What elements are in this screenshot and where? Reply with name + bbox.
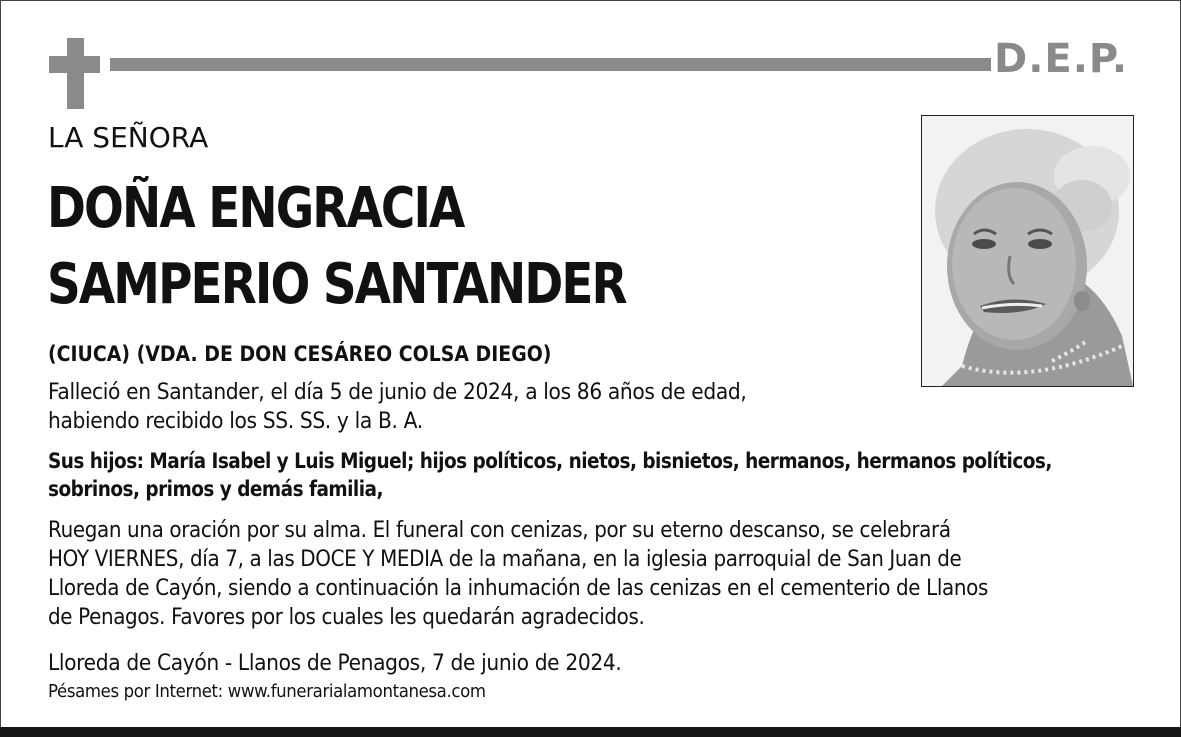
cross-icon-bar	[49, 56, 100, 73]
name-line-2: SAMPERIO SANTANDER	[47, 252, 626, 317]
service-details	[48, 516, 1116, 632]
service-line-4: de Penagos. Favores por los cuales les quedarán agradecidos.	[48, 605, 645, 630]
name-line-1: DOÑA ENGRACIA	[47, 176, 464, 241]
death-notice	[48, 378, 876, 436]
deceased-name	[47, 171, 626, 323]
place-date: Lloreda de Cayón - Llanos de Penagos, 7 de junio de 2024.	[48, 651, 622, 676]
nickname-line: (CIUCA) (VDA. DE DON CESÁREO COLSA DIEGO)	[48, 342, 552, 366]
condolences-link: Pésames por Internet: www.funerarialamontanesa.com	[48, 681, 486, 702]
family-list	[48, 447, 1122, 503]
death-notice-line-1: Falleció en Santander, el día 5 de junio de 2024, a los 86 años de edad,	[48, 380, 747, 405]
bottom-border	[0, 727, 1181, 737]
header-rule	[110, 58, 991, 71]
death-notice-line-2: habiendo recibido los SS. SS. y la B. A.	[48, 409, 423, 434]
service-line-3: Lloreda de Cayón, siendo a continuación la inhumación de las cenizas en el cementerio de Llanos	[48, 576, 988, 601]
dep-heading: D.E.P.	[994, 36, 1129, 82]
service-line-2: HOY VIERNES, día 7, a las DOCE Y MEDIA de la mañana, en la iglesia parroquial de San Juan de	[48, 547, 962, 572]
cross-icon	[67, 38, 84, 109]
honorific: LA SEÑORA	[48, 121, 209, 154]
portrait-photo	[921, 115, 1134, 387]
family-line-2: sobrinos, primos y demás familia,	[48, 477, 383, 501]
portrait-photo-icon	[922, 116, 1133, 386]
family-line-1: Sus hijos: María Isabel y Luis Miguel; hijos políticos, nietos, bisnietos, hermanos, hermanos políticos,	[48, 449, 1052, 473]
service-line-1: Ruegan una oración por su alma. El funeral con cenizas, por su eterno descanso, se celebrará	[48, 518, 951, 543]
